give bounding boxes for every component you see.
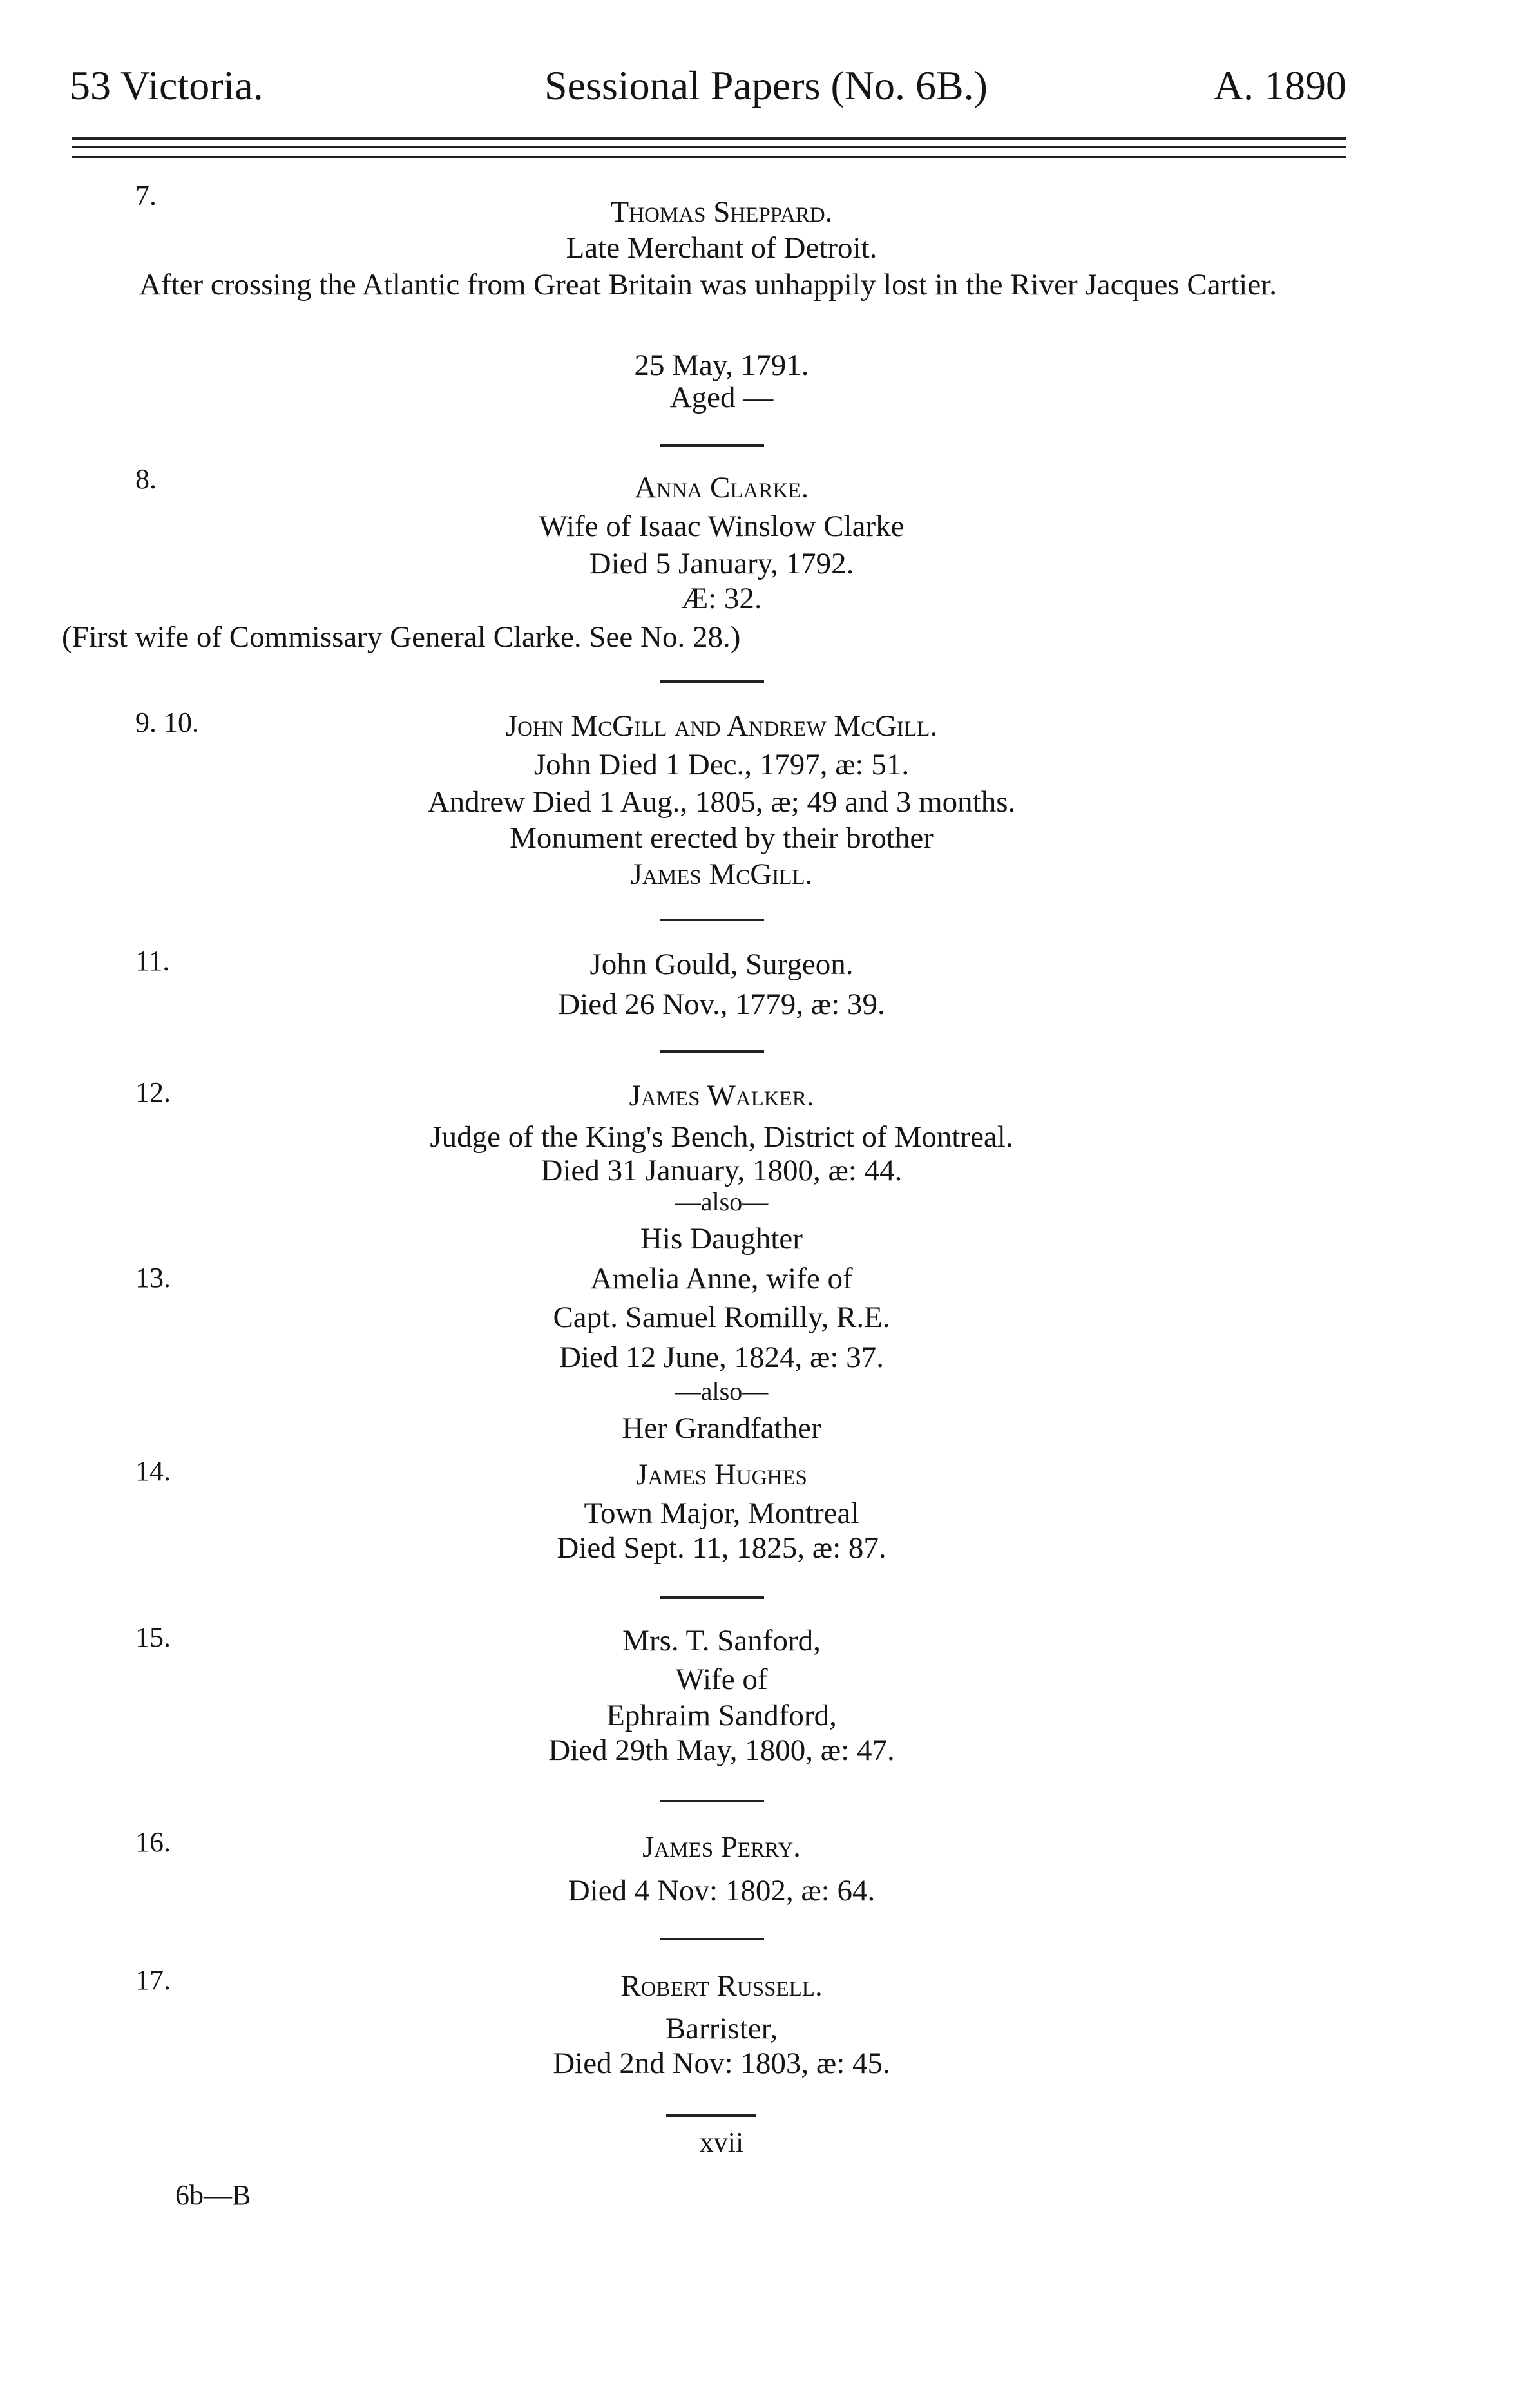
entry-number: 9. 10.	[135, 707, 199, 738]
entry-line: Died 5 January, 1792.	[589, 547, 854, 580]
entry-line: Town Major, Montreal	[584, 1496, 859, 1530]
entry-line: Æ: 32.	[681, 582, 762, 615]
entry-line: John Died 1 Dec., 1797, æ: 51.	[533, 748, 910, 781]
entry-line: Judge of the King's Bench, District of Montreal.	[430, 1120, 1013, 1154]
entry-number: 13.	[135, 1262, 171, 1294]
section-divider	[660, 1800, 764, 1802]
entry-line: Died 31 January, 1800, æ: 44.	[541, 1154, 903, 1187]
entry-name: Anna Clarke.	[634, 471, 809, 504]
entry-name: Robert Russell.	[620, 1969, 823, 2003]
entry-name: John McGill and Andrew McGill.	[505, 709, 938, 743]
entry-line: Andrew Died 1 Aug., 1805, æ; 49 and 3 months.	[427, 785, 1016, 819]
section-divider	[660, 1596, 764, 1599]
entry-line: Wife of	[675, 1663, 768, 1696]
entry-line: His Daughter	[640, 1222, 803, 1256]
entry-number: 8.	[135, 463, 157, 495]
entry-line: 25 May, 1791.	[634, 349, 809, 382]
entry-line: Died Sept. 11, 1825, æ: 87.	[557, 1531, 886, 1565]
entry-line: Died 2nd Nov: 1803, æ: 45.	[553, 2047, 890, 2080]
header-right: A. 1890	[1213, 62, 1346, 108]
entry-number: 12.	[135, 1076, 171, 1108]
entry-note: (First wife of Commissary General Clarke. See No. 28.)	[62, 620, 741, 654]
entry-line: Late Merchant of Detroit.	[566, 231, 877, 265]
entry-paragraph-text: After crossing the Atlantic from Great Britain was unhappily lost in the River Jacques Cartier.	[139, 268, 1277, 301]
entry-line: —also—	[675, 1187, 769, 1216]
entry-name: Thomas Sheppard.	[610, 195, 833, 229]
entry-line: Ephraim Sandford,	[606, 1699, 837, 1732]
entry-number: 16.	[135, 1826, 171, 1858]
entry-line: Barrister,	[665, 2012, 778, 2045]
entry-line: James McGill.	[630, 857, 813, 891]
entry-number: 17.	[135, 1964, 171, 1996]
section-divider	[660, 444, 764, 447]
entry-line: Capt. Samuel Romilly, R.E.	[553, 1301, 890, 1334]
entry-line: Died 12 June, 1824, æ: 37.	[559, 1341, 884, 1374]
entry-name: James Perry.	[642, 1830, 801, 1864]
entry-name: Amelia Anne, wife of	[590, 1262, 853, 1295]
entry-line: Monument erected by their brother	[510, 821, 934, 855]
section-divider	[660, 1938, 764, 1940]
page-number: xvii	[699, 2126, 744, 2158]
entry-name: Mrs. T. Sanford,	[622, 1624, 821, 1658]
entry-name: James Hughes	[636, 1458, 807, 1491]
entry-number: 7.	[135, 180, 157, 211]
entry-line: —also—	[675, 1377, 769, 1406]
section-divider	[666, 2114, 756, 2117]
section-divider	[660, 919, 764, 921]
entry-line: Died 26 Nov., 1779, æ: 39.	[558, 988, 885, 1021]
entry-line: Her Grandfather	[622, 1411, 821, 1445]
header-left: 53 Victoria.	[70, 62, 263, 108]
entry-paragraph	[58, 269, 1353, 300]
entry-line: Died 29th May, 1800, æ: 47.	[548, 1734, 895, 1767]
entry-line: Wife of Isaac Winslow Clarke	[539, 510, 905, 543]
entry-line: Died 4 Nov: 1802, æ: 64.	[568, 1874, 876, 1907]
entry-name: John Gould, Surgeon.	[589, 948, 854, 981]
header-rule	[72, 156, 1346, 158]
header-rule	[72, 137, 1346, 140]
entry-name: James Walker.	[629, 1079, 814, 1113]
entry-number: 11.	[135, 945, 170, 977]
entry-number: 14.	[135, 1455, 171, 1487]
section-divider	[660, 1050, 764, 1053]
signature-mark: 6b—B	[175, 2179, 251, 2211]
entry-line: Aged —	[669, 381, 774, 414]
entry-number: 15.	[135, 1621, 171, 1653]
section-divider	[660, 680, 764, 683]
header-title: Sessional Papers (No. 6B.)	[544, 62, 988, 108]
header-rule	[72, 146, 1346, 148]
